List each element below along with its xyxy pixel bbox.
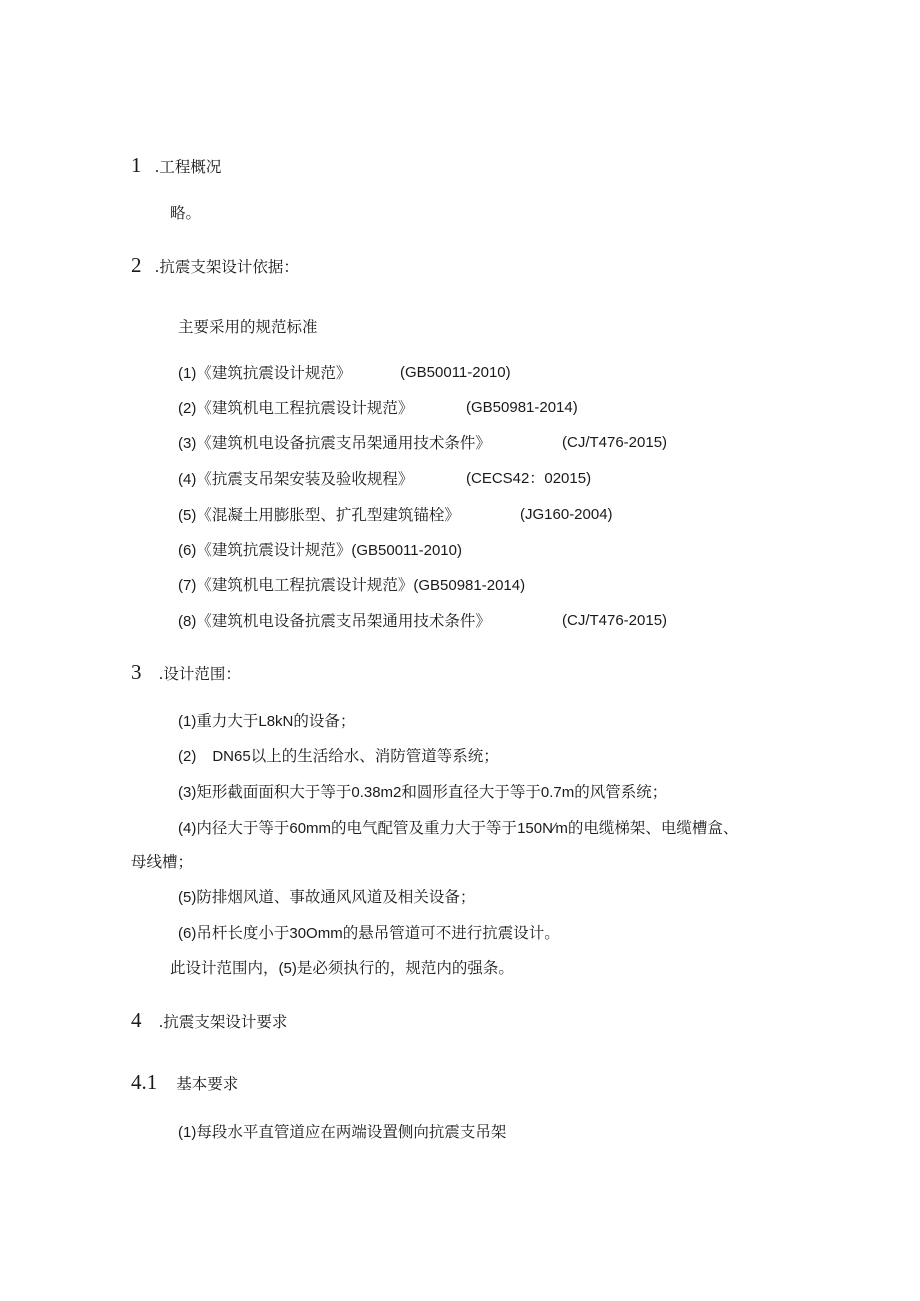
section-title: .抗震支架设计依据： — [154, 258, 299, 276]
section-3-heading — [131, 662, 241, 684]
section-number: 1 — [131, 153, 142, 177]
section-2-heading — [131, 255, 299, 277]
standard-item: (4)《抗震支吊架安装及验收规程》 (CECS42：02015) — [178, 470, 592, 488]
section-number: 2 — [131, 253, 142, 277]
scope-item: (3)矩形截面面积大于等于0.38m2和圆形直径大于等于0.7m的风管系统； — [178, 783, 668, 801]
scope-item: (4)内径大于等于60mm的电气配管及重力大于等于150N∕m的电缆梯架、电缆槽盒、 — [178, 819, 739, 837]
standard-item: (1)《建筑抗震设计规范》 (GB50011-2010) — [178, 364, 511, 382]
standard-item: (3)《建筑机电设备抗震支吊架通用技术条件》 (CJ/T476-2015) — [178, 434, 668, 452]
section-number: 4 — [131, 1008, 142, 1032]
scope-item: (2) DN65以上的生活给水、消防管道等系统； — [178, 747, 499, 765]
standard-item: (7)《建筑机电工程抗震设计规范》(GB50981-2014) — [178, 576, 526, 594]
section-1-body: 略。 — [170, 204, 202, 222]
standard-item: (6)《建筑抗震设计规范》(GB50011-2010) — [178, 541, 462, 559]
standard-item: (8)《建筑机电设备抗震支吊架通用技术条件》 (CJ/T476-2015) — [178, 612, 668, 630]
section-4-1-heading — [131, 1072, 238, 1094]
requirement-item: (1)每段水平直管道应在两端设置侧向抗震支吊架 — [178, 1123, 507, 1141]
standards-intro: 主要采用的规范标准 — [178, 318, 318, 336]
section-number: 3 — [131, 660, 142, 684]
section-4-heading — [131, 1010, 287, 1032]
scope-item: (6)吊杆长度小于30Omm的悬吊管道可不进行抗震设计。 — [178, 924, 560, 942]
standard-item: (5)《混凝土用膨胀型、扩孔型建筑锚栓》 (JG160-2004) — [178, 506, 613, 524]
scope-item: (1)重力大于L8kN的设备； — [178, 712, 356, 730]
section-title: .设计范围： — [158, 665, 241, 683]
section-title: 基本要求 — [176, 1075, 239, 1093]
scope-note: 此设计范围内，(5)是必须执行的，规范内的强条。 — [170, 959, 514, 977]
scope-item: (5)防排烟风道、事故通风风道及相关设备； — [178, 888, 476, 906]
scope-item-continued: 母线槽； — [131, 853, 194, 871]
section-title: .工程概况 — [154, 158, 222, 176]
section-number: 4.1 — [131, 1070, 158, 1094]
standard-item: (2)《建筑机电工程抗震设计规范》 (GB50981-2014) — [178, 399, 578, 417]
section-title: .抗震支架设计要求 — [158, 1013, 288, 1031]
section-1-heading — [131, 155, 221, 177]
